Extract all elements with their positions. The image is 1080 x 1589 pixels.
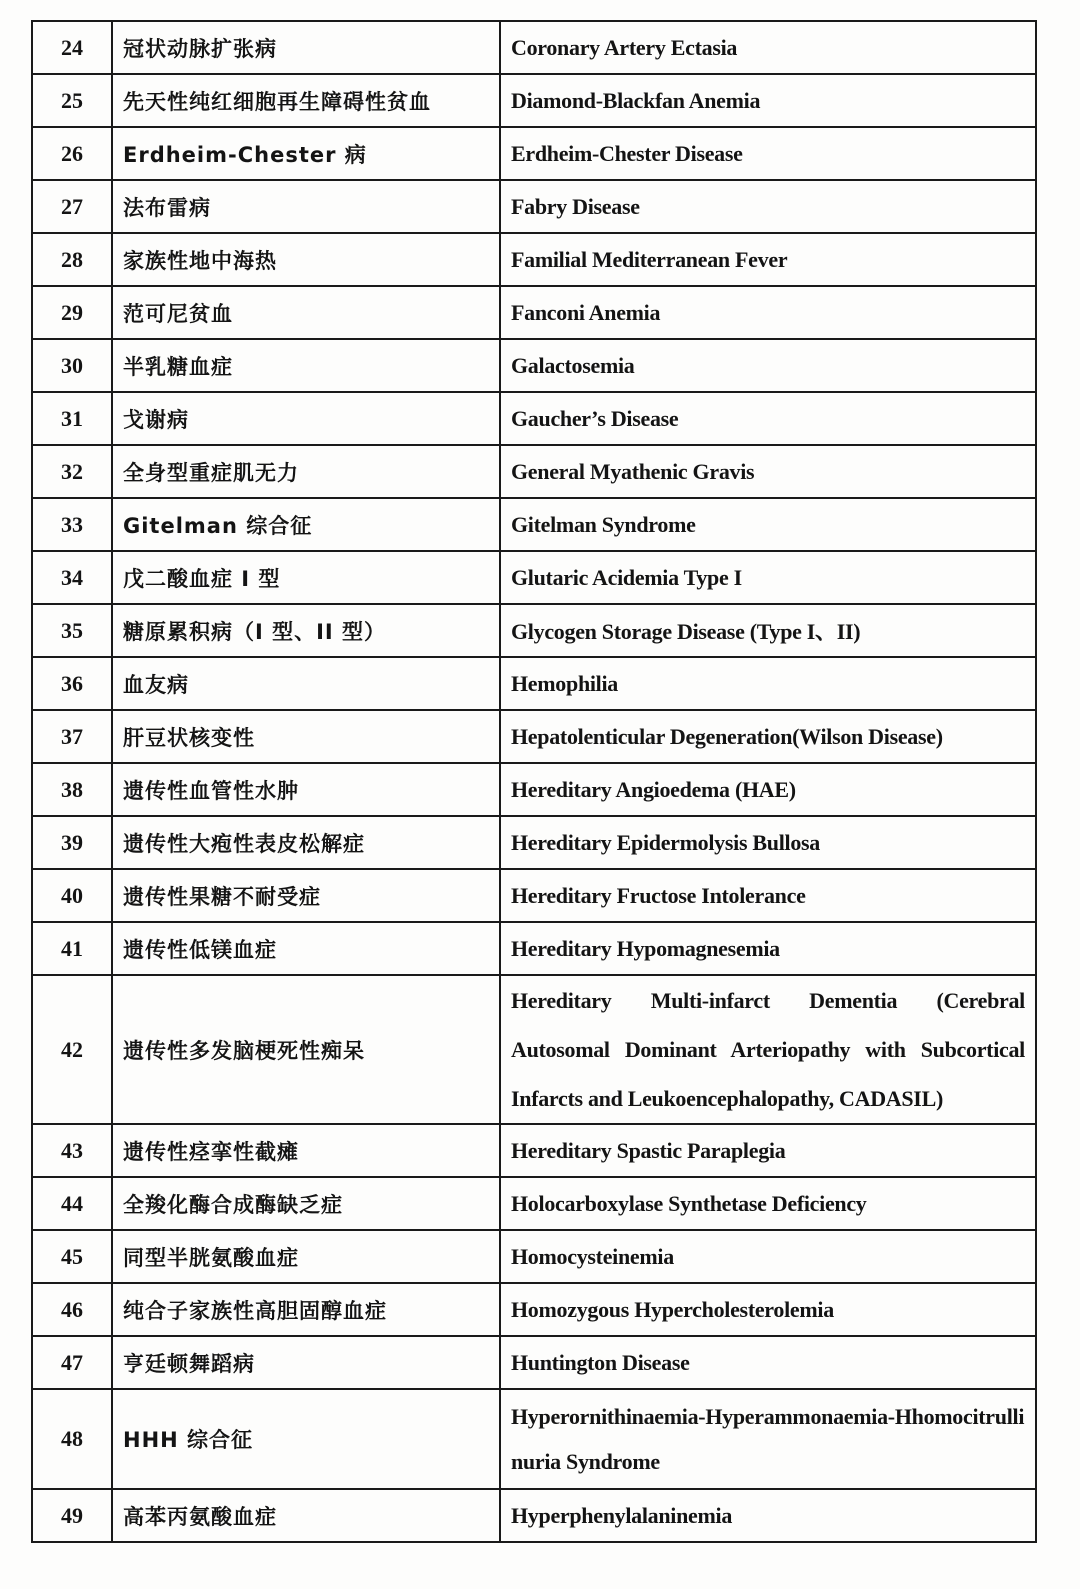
chinese-name: 血友病 — [112, 657, 500, 710]
table-row — [32, 127, 1036, 180]
chinese-name: 全身型重症肌无力 — [112, 445, 500, 498]
table-row — [32, 975, 1036, 1124]
row-number: 30 — [32, 339, 112, 392]
chinese-name: 法布雷病 — [112, 180, 500, 233]
table-row — [32, 1230, 1036, 1283]
table-row — [32, 657, 1036, 710]
table-row — [32, 1389, 1036, 1489]
row-number: 33 — [32, 498, 112, 551]
chinese-name: 全羧化酶合成酶缺乏症 — [112, 1177, 500, 1230]
chinese-name: HHH 综合征 — [112, 1389, 500, 1489]
english-name: Hepatolenticular Degeneration(Wilson Disease) — [500, 710, 1036, 763]
row-number: 34 — [32, 551, 112, 604]
row-number: 47 — [32, 1336, 112, 1389]
row-number: 45 — [32, 1230, 112, 1283]
english-name: Hemophilia — [500, 657, 1036, 710]
table-row — [32, 869, 1036, 922]
row-number: 49 — [32, 1489, 112, 1542]
english-name: General Myathenic Gravis — [500, 445, 1036, 498]
row-number: 28 — [32, 233, 112, 286]
row-number: 24 — [32, 21, 112, 74]
row-number: 46 — [32, 1283, 112, 1336]
table-row — [32, 74, 1036, 127]
table-row — [32, 551, 1036, 604]
english-name: Fanconi Anemia — [500, 286, 1036, 339]
english-name: Hereditary Angioedema (HAE) — [500, 763, 1036, 816]
table-row — [32, 1177, 1036, 1230]
table-row — [32, 498, 1036, 551]
english-name: Hereditary Spastic Paraplegia — [500, 1124, 1036, 1177]
row-number: 27 — [32, 180, 112, 233]
row-number: 38 — [32, 763, 112, 816]
english-name: Huntington Disease — [500, 1336, 1036, 1389]
english-name: Coronary Artery Ectasia — [500, 21, 1036, 74]
chinese-name: 戈谢病 — [112, 392, 500, 445]
table-row — [32, 286, 1036, 339]
chinese-name: Erdheim-Chester 病 — [112, 127, 500, 180]
english-name: Hereditary Fructose Intolerance — [500, 869, 1036, 922]
english-name: Glutaric Acidemia Type I — [500, 551, 1036, 604]
table-row — [32, 1489, 1036, 1542]
row-number: 44 — [32, 1177, 112, 1230]
row-number: 48 — [32, 1389, 112, 1489]
chinese-name: 冠状动脉扩张病 — [112, 21, 500, 74]
chinese-name: 亨廷顿舞蹈病 — [112, 1336, 500, 1389]
english-name: Glycogen Storage Disease (Type I、II) — [500, 604, 1036, 657]
table-row — [32, 710, 1036, 763]
table-row — [32, 922, 1036, 975]
row-number: 42 — [32, 975, 112, 1124]
rare-disease-table — [31, 20, 1037, 1543]
row-number: 43 — [32, 1124, 112, 1177]
english-name: Hyperphenylalaninemia — [500, 1489, 1036, 1542]
chinese-name: 遗传性多发脑梗死性痴呆 — [112, 975, 500, 1124]
table-row — [32, 1336, 1036, 1389]
table-row — [32, 763, 1036, 816]
english-name: Gitelman Syndrome — [500, 498, 1036, 551]
english-name: Hereditary Multi-infarct Dementia (Cerebral Autosomal Dominant Arteriopathy with Subcortical Infarcts and Leukoencephalopathy, CADASIL) — [500, 975, 1036, 1124]
row-number: 36 — [32, 657, 112, 710]
table-row — [32, 233, 1036, 286]
chinese-name: 戊二酸血症 I 型 — [112, 551, 500, 604]
chinese-name: 遗传性大疱性表皮松解症 — [112, 816, 500, 869]
table-row — [32, 604, 1036, 657]
row-number: 41 — [32, 922, 112, 975]
row-number: 32 — [32, 445, 112, 498]
chinese-name: 遗传性痉挛性截瘫 — [112, 1124, 500, 1177]
chinese-name: 高苯丙氨酸血症 — [112, 1489, 500, 1542]
chinese-name: 遗传性血管性水肿 — [112, 763, 500, 816]
table-row — [32, 21, 1036, 74]
row-number: 37 — [32, 710, 112, 763]
chinese-name: 同型半胱氨酸血症 — [112, 1230, 500, 1283]
table-row — [32, 339, 1036, 392]
table-row — [32, 180, 1036, 233]
chinese-name: 半乳糖血症 — [112, 339, 500, 392]
row-number: 29 — [32, 286, 112, 339]
table-row — [32, 1283, 1036, 1336]
table-row — [32, 392, 1036, 445]
chinese-name: Gitelman 综合征 — [112, 498, 500, 551]
english-name: Fabry Disease — [500, 180, 1036, 233]
chinese-name: 遗传性低镁血症 — [112, 922, 500, 975]
english-name: Holocarboxylase Synthetase Deficiency — [500, 1177, 1036, 1230]
english-name: Galactosemia — [500, 339, 1036, 392]
english-name: Hereditary Hypomagnesemia — [500, 922, 1036, 975]
row-number: 25 — [32, 74, 112, 127]
english-name: Hereditary Epidermolysis Bullosa — [500, 816, 1036, 869]
row-number: 39 — [32, 816, 112, 869]
row-number: 31 — [32, 392, 112, 445]
row-number: 35 — [32, 604, 112, 657]
english-name: Hyperornithinaemia-Hyperammonaemia-Hhomocitrullinuria Syndrome — [500, 1389, 1036, 1489]
chinese-name: 范可尼贫血 — [112, 286, 500, 339]
english-name: Homocysteinemia — [500, 1230, 1036, 1283]
chinese-name: 肝豆状核变性 — [112, 710, 500, 763]
row-number: 40 — [32, 869, 112, 922]
table-row — [32, 1124, 1036, 1177]
table-row — [32, 445, 1036, 498]
english-name: Diamond-Blackfan Anemia — [500, 74, 1036, 127]
chinese-name: 遗传性果糖不耐受症 — [112, 869, 500, 922]
chinese-name: 糖原累积病（I 型、II 型） — [112, 604, 500, 657]
english-name: Erdheim-Chester Disease — [500, 127, 1036, 180]
chinese-name: 先天性纯红细胞再生障碍性贫血 — [112, 74, 500, 127]
table-row — [32, 816, 1036, 869]
row-number: 26 — [32, 127, 112, 180]
english-name: Gaucher’s Disease — [500, 392, 1036, 445]
chinese-name: 家族性地中海热 — [112, 233, 500, 286]
chinese-name: 纯合子家族性高胆固醇血症 — [112, 1283, 500, 1336]
english-name: Homozygous Hypercholesterolemia — [500, 1283, 1036, 1336]
english-name: Familial Mediterranean Fever — [500, 233, 1036, 286]
